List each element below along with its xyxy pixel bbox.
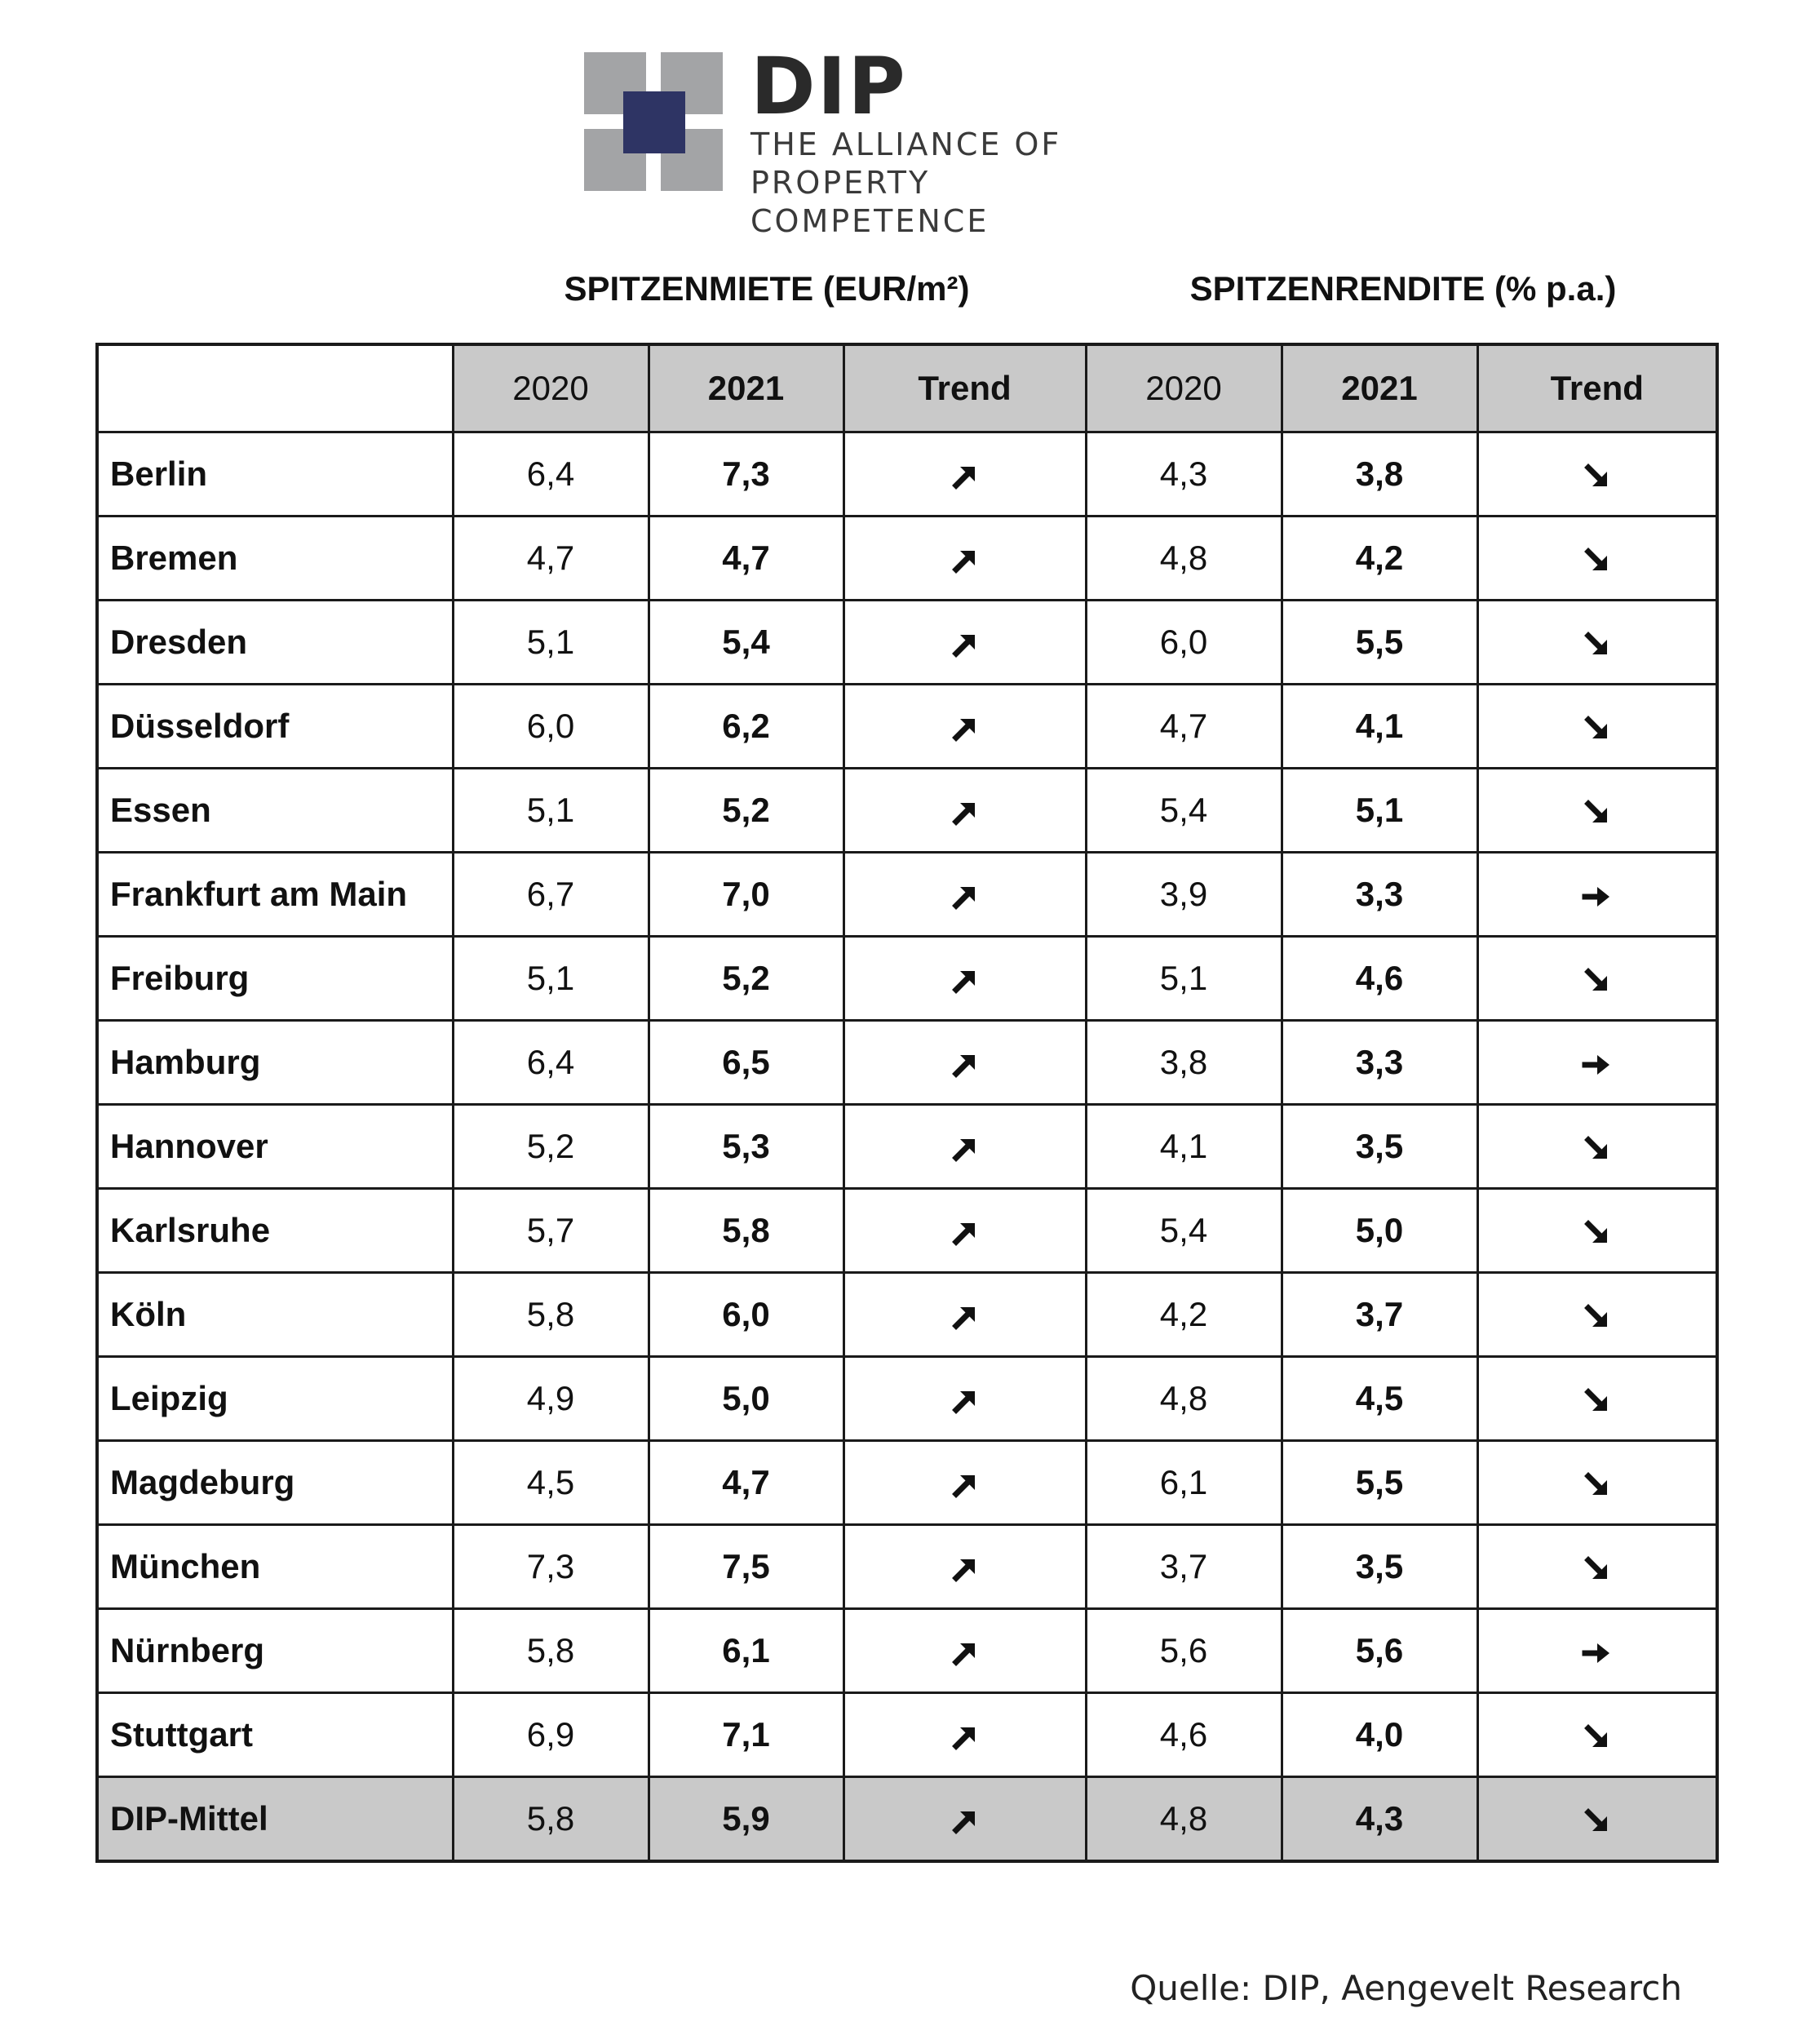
arrow-down-right-icon	[1581, 460, 1614, 493]
rent-2021-cell: 7,1	[649, 1693, 843, 1777]
arrow-right-icon	[1581, 1049, 1614, 1081]
rent-2020-cell: 5,7	[453, 1189, 649, 1273]
table-row	[97, 432, 1717, 517]
arrow-down-right-icon	[1581, 1469, 1614, 1501]
arrow-right-icon	[1581, 880, 1614, 913]
yield-2020-cell: 5,4	[1086, 1189, 1282, 1273]
table-row	[97, 601, 1717, 685]
yield-trend-cell	[1477, 1609, 1717, 1693]
table-row	[97, 1273, 1717, 1357]
rent-2021-cell: 6,2	[649, 685, 843, 769]
dip-logo-mark	[584, 52, 723, 191]
table-body	[97, 432, 1717, 1862]
yield-2020-cell: 5,1	[1086, 937, 1282, 1021]
yield-2020-cell: 6,1	[1086, 1441, 1282, 1525]
yield-trend-cell	[1477, 1525, 1717, 1609]
source-note: Quelle: DIP, Aengevelt Research	[1130, 1968, 1682, 2008]
rent-2021-cell: 5,4	[649, 601, 843, 685]
yield-2021-cell: 4,6	[1282, 937, 1477, 1021]
arrow-up-right-icon	[949, 1049, 981, 1081]
arrow-up-right-icon	[949, 1133, 981, 1165]
city-cell: Düsseldorf	[97, 685, 453, 769]
rent-2021-cell: 6,5	[649, 1021, 843, 1105]
city-cell: Dresden	[97, 601, 453, 685]
rent-2021-cell: 7,3	[649, 432, 843, 517]
arrow-down-right-icon	[1581, 796, 1614, 829]
yield-2021-cell: 4,0	[1282, 1693, 1477, 1777]
rent-2021-cell: 4,7	[649, 1441, 843, 1525]
rent-trend-cell	[843, 1021, 1086, 1105]
yield-2020-cell: 5,4	[1086, 769, 1282, 853]
yield-2021-cell: 3,5	[1282, 1525, 1477, 1609]
rent-2020-cell: 6,7	[453, 853, 649, 937]
rent-2020-cell: 7,3	[453, 1525, 649, 1609]
table-row	[97, 769, 1717, 853]
rent-trend-cell	[843, 1693, 1086, 1777]
yield-2020-cell: 4,7	[1086, 685, 1282, 769]
rent-trend-cell	[843, 432, 1086, 517]
arrow-down-right-icon	[1581, 1721, 1614, 1754]
average-rent-trend	[843, 1777, 1086, 1862]
yield-2021-cell: 4,1	[1282, 685, 1477, 769]
rent-2021-cell: 5,8	[649, 1189, 843, 1273]
city-cell: Karlsruhe	[97, 1189, 453, 1273]
rent-trend-cell	[843, 937, 1086, 1021]
table-row	[97, 517, 1717, 601]
col-header-rent-2021: 2021	[649, 344, 843, 432]
rent-2021-cell: 6,1	[649, 1609, 843, 1693]
arrow-up-right-icon	[949, 1385, 981, 1417]
rent-2020-cell: 4,9	[453, 1357, 649, 1441]
arrow-up-right-icon	[949, 1217, 981, 1249]
arrow-up-right-icon	[949, 1553, 981, 1585]
yield-trend-cell	[1477, 685, 1717, 769]
rent-2021-cell: 5,2	[649, 769, 843, 853]
table-row	[97, 1021, 1717, 1105]
rent-2020-cell: 5,1	[453, 937, 649, 1021]
table-row	[97, 1357, 1717, 1441]
yield-trend-cell	[1477, 1021, 1717, 1105]
table-header-row	[97, 344, 1717, 432]
col-header-rent-2020: 2020	[453, 344, 649, 432]
rent-2020-cell: 5,8	[453, 1273, 649, 1357]
table-row	[97, 1105, 1717, 1189]
yield-trend-cell	[1477, 1273, 1717, 1357]
yield-2020-cell: 3,8	[1086, 1021, 1282, 1105]
yield-trend-cell	[1477, 853, 1717, 937]
yield-trend-cell	[1477, 1189, 1717, 1273]
arrow-up-right-icon	[949, 628, 981, 661]
yield-2020-cell: 5,6	[1086, 1609, 1282, 1693]
yield-2021-cell: 5,5	[1282, 601, 1477, 685]
arrow-down-right-icon	[1581, 712, 1614, 745]
rent-2020-cell: 5,8	[453, 1609, 649, 1693]
arrow-up-right-icon	[949, 712, 981, 745]
table-row	[97, 1441, 1717, 1525]
logo-tagline-line2: PROPERTY COMPETENCE	[750, 165, 990, 239]
col-header-yield-trend: Trend	[1477, 344, 1717, 432]
yield-2020-cell: 6,0	[1086, 601, 1282, 685]
arrow-down-right-icon	[1581, 1217, 1614, 1249]
city-cell: Leipzig	[97, 1357, 453, 1441]
rent-2020-cell: 6,9	[453, 1693, 649, 1777]
rent-trend-cell	[843, 769, 1086, 853]
yield-trend-cell	[1477, 1105, 1717, 1189]
average-row	[97, 1777, 1717, 1862]
rent-trend-cell	[843, 517, 1086, 601]
average-rent-2020: 5,8	[453, 1777, 649, 1862]
yield-2020-cell: 4,3	[1086, 432, 1282, 517]
col-header-yield-2021: 2021	[1282, 344, 1477, 432]
rent-2021-cell: 5,2	[649, 937, 843, 1021]
arrow-up-right-icon	[949, 1805, 981, 1838]
yield-2020-cell: 4,8	[1086, 517, 1282, 601]
average-city-cell: DIP-Mittel	[97, 1777, 453, 1862]
average-yield-2021: 4,3	[1282, 1777, 1477, 1862]
rent-2020-cell: 4,7	[453, 517, 649, 601]
dip-logo	[584, 41, 1171, 239]
yield-2021-cell: 3,3	[1282, 1021, 1477, 1105]
rent-trend-cell	[843, 1525, 1086, 1609]
rent-trend-cell	[843, 685, 1086, 769]
city-cell: Freiburg	[97, 937, 453, 1021]
city-cell: Nürnberg	[97, 1609, 453, 1693]
rent-trend-cell	[843, 601, 1086, 685]
yield-2020-cell: 4,1	[1086, 1105, 1282, 1189]
arrow-down-right-icon	[1581, 1133, 1614, 1165]
rent-2020-cell: 5,2	[453, 1105, 649, 1189]
city-cell: Köln	[97, 1273, 453, 1357]
arrow-up-right-icon	[949, 460, 981, 493]
yield-trend-cell	[1477, 601, 1717, 685]
arrow-down-right-icon	[1581, 1385, 1614, 1417]
table-row	[97, 1609, 1717, 1693]
rent-trend-cell	[843, 1441, 1086, 1525]
city-cell: Essen	[97, 769, 453, 853]
rent-2020-cell: 5,1	[453, 601, 649, 685]
arrow-down-right-icon	[1581, 1805, 1614, 1838]
table-row	[97, 937, 1717, 1021]
logo-square-center	[623, 91, 685, 153]
rent-trend-cell	[843, 853, 1086, 937]
city-cell: Frankfurt am Main	[97, 853, 453, 937]
rent-2021-cell: 7,0	[649, 853, 843, 937]
rent-2021-cell: 5,0	[649, 1357, 843, 1441]
rent-trend-cell	[843, 1189, 1086, 1273]
rent-2020-cell: 6,4	[453, 1021, 649, 1105]
average-yield-2020: 4,8	[1086, 1777, 1282, 1862]
yield-trend-cell	[1477, 1693, 1717, 1777]
city-cell: Berlin	[97, 432, 453, 517]
yield-trend-cell	[1477, 517, 1717, 601]
header-blank-cell	[97, 344, 453, 432]
arrow-up-right-icon	[949, 1637, 981, 1669]
city-cell: Hamburg	[97, 1021, 453, 1105]
rent-2021-cell: 5,3	[649, 1105, 843, 1189]
average-rent-2021: 5,9	[649, 1777, 843, 1862]
city-cell: München	[97, 1525, 453, 1609]
rent-2020-cell: 6,0	[453, 685, 649, 769]
rent-2020-cell: 5,1	[453, 769, 649, 853]
arrow-up-right-icon	[949, 1301, 981, 1333]
rent-2020-cell: 6,4	[453, 432, 649, 517]
arrow-down-right-icon	[1581, 544, 1614, 577]
yield-trend-cell	[1477, 1441, 1717, 1525]
yield-2021-cell: 5,1	[1282, 769, 1477, 853]
heading-yield: SPITZENRENDITE (% p.a.)	[1189, 269, 1617, 308]
yield-2021-cell: 3,7	[1282, 1273, 1477, 1357]
yield-2021-cell: 3,3	[1282, 853, 1477, 937]
rent-trend-cell	[843, 1105, 1086, 1189]
col-header-yield-2020: 2020	[1086, 344, 1282, 432]
table-row	[97, 853, 1717, 937]
yield-trend-cell	[1477, 432, 1717, 517]
arrow-up-right-icon	[949, 1469, 981, 1501]
city-cell: Stuttgart	[97, 1693, 453, 1777]
logo-tagline-line1: THE ALLIANCE OF	[750, 126, 1062, 162]
yield-2021-cell: 5,6	[1282, 1609, 1477, 1693]
arrow-up-right-icon	[949, 880, 981, 913]
city-cell: Hannover	[97, 1105, 453, 1189]
yield-2020-cell: 4,8	[1086, 1357, 1282, 1441]
table-row	[97, 1693, 1717, 1777]
yield-trend-cell	[1477, 1357, 1717, 1441]
table-row	[97, 1189, 1717, 1273]
table-row	[97, 685, 1717, 769]
average-yield-trend	[1477, 1777, 1717, 1862]
city-cell: Bremen	[97, 517, 453, 601]
yield-2020-cell: 3,7	[1086, 1525, 1282, 1609]
yield-2021-cell: 5,0	[1282, 1189, 1477, 1273]
arrow-right-icon	[1581, 1637, 1614, 1669]
yield-2020-cell: 4,2	[1086, 1273, 1282, 1357]
col-header-rent-trend: Trend	[843, 344, 1086, 432]
arrow-down-right-icon	[1581, 1301, 1614, 1333]
rent-2021-cell: 6,0	[649, 1273, 843, 1357]
yield-2021-cell: 3,5	[1282, 1105, 1477, 1189]
rent-2020-cell: 4,5	[453, 1441, 649, 1525]
rent-trend-cell	[843, 1609, 1086, 1693]
table-row	[97, 1525, 1717, 1609]
yield-2020-cell: 3,9	[1086, 853, 1282, 937]
yield-2021-cell: 3,8	[1282, 432, 1477, 517]
yield-trend-cell	[1477, 769, 1717, 853]
arrow-down-right-icon	[1581, 1553, 1614, 1585]
logo-text	[750, 41, 1171, 241]
rent-2021-cell: 7,5	[649, 1525, 843, 1609]
rent-trend-cell	[843, 1273, 1086, 1357]
arrow-up-right-icon	[949, 796, 981, 829]
logo-wordmark: DIP	[750, 41, 907, 132]
rent-yield-table	[95, 343, 1719, 1863]
yield-2021-cell: 4,5	[1282, 1357, 1477, 1441]
heading-rent: SPITZENMIETE (EUR/m²)	[564, 269, 970, 308]
arrow-up-right-icon	[949, 964, 981, 997]
city-cell: Magdeburg	[97, 1441, 453, 1525]
arrow-down-right-icon	[1581, 628, 1614, 661]
arrow-up-right-icon	[949, 1721, 981, 1754]
rent-2021-cell: 4,7	[649, 517, 843, 601]
rent-trend-cell	[843, 1357, 1086, 1441]
yield-trend-cell	[1477, 937, 1717, 1021]
yield-2021-cell: 5,5	[1282, 1441, 1477, 1525]
yield-2021-cell: 4,2	[1282, 517, 1477, 601]
arrow-up-right-icon	[949, 544, 981, 577]
yield-2020-cell: 4,6	[1086, 1693, 1282, 1777]
arrow-down-right-icon	[1581, 964, 1614, 997]
